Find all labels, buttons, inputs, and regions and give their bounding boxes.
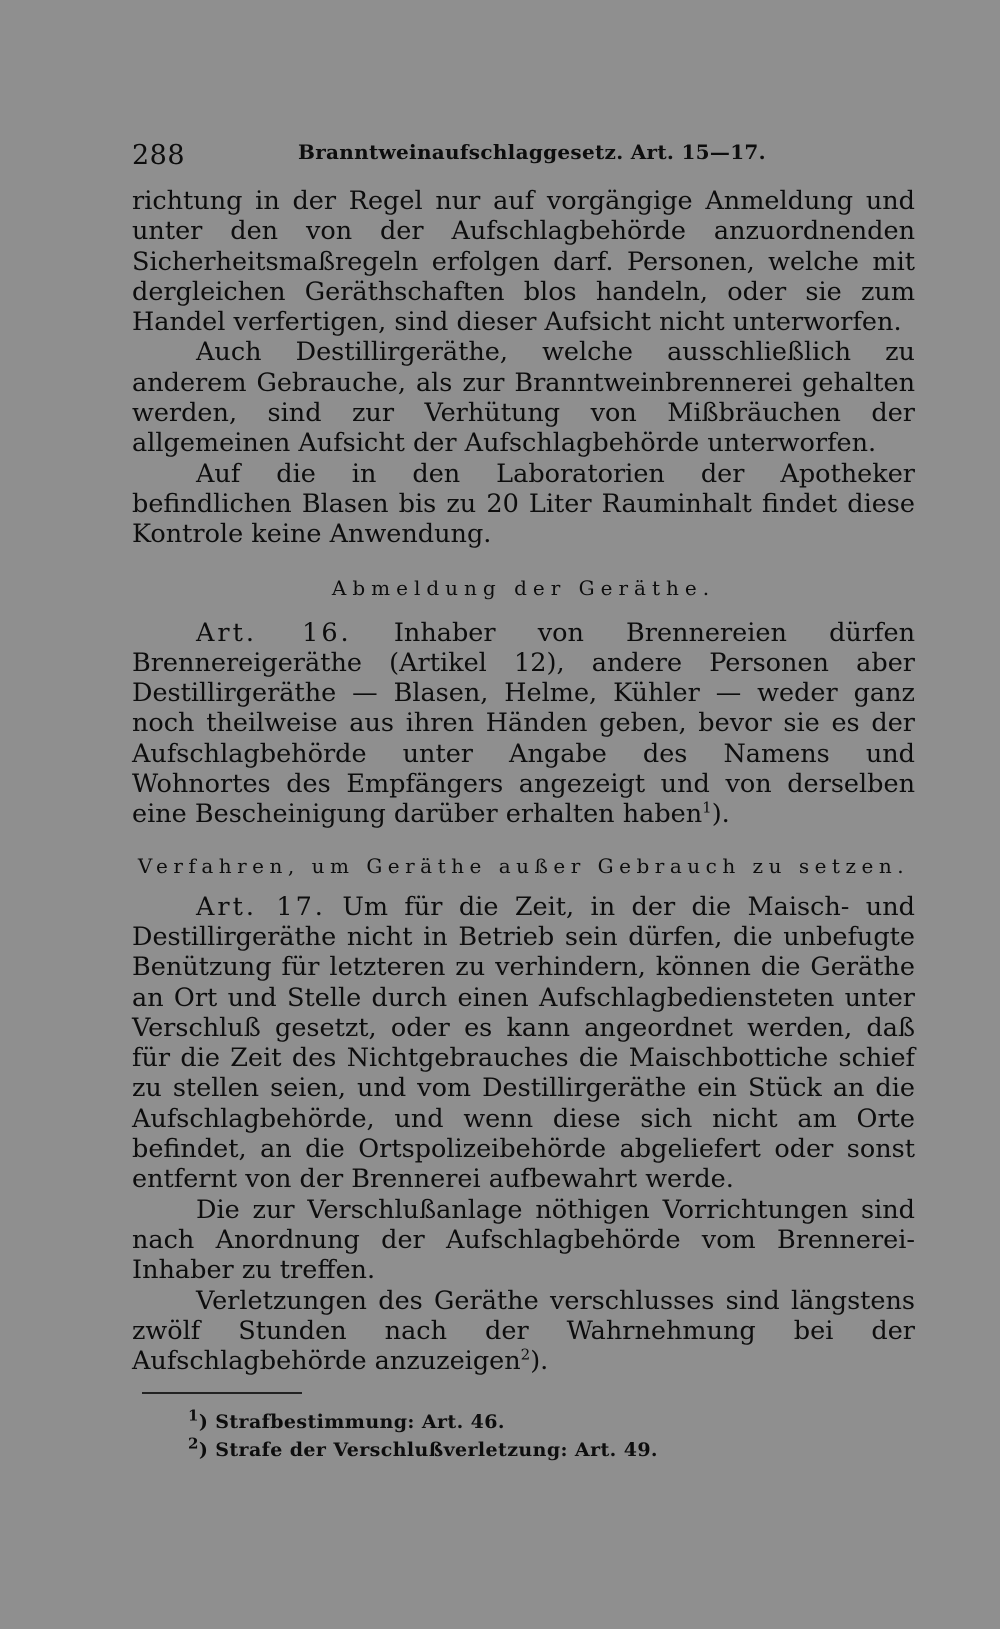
page-header [132, 132, 915, 172]
article-16-label: Art. 16. [196, 617, 352, 648]
article-16-text: Inhaber von Brennereien dürfen Brennereigeräthe (Artikel 12), andere Personen aber Destillirgeräthe — Blasen, Helme, Kühler — weder ganz noch theilweise aus ihren Händen geben, bevor sie es der Aufschlagbehörde unter Angabe des Namens und Wohnortes des Empfängers angezeigt und von derselben eine Bescheinigung darüber erhalten haben [132, 617, 915, 830]
section-heading-abmeldung: Abmeldung der Geräthe. [331, 575, 716, 600]
footnote-2-text: ) Strafe der Verschlußverletzung: Art. 49. [198, 1439, 658, 1462]
article-16-end: ). [711, 799, 730, 830]
paragraph-continuation: richtung in der Regel nur auf vorgängige Anmeldung und unter den von der Aufschlagbehörde anzuordnenden Sicherheitsmaßregeln erfolgen darf. Personen, welche mit dergleichen Geräthschaften blos handeln, oder sie zum Handel verfertigen, sind dieser Aufsicht nicht unterworfen. [132, 186, 915, 338]
body-text [132, 186, 915, 1376]
footnote-1-mark: 1 [188, 1407, 199, 1426]
footnote-divider [142, 1392, 302, 1394]
article-17 [132, 892, 915, 1195]
footnote-2-mark: 2 [188, 1435, 199, 1454]
page-number: 288 [132, 140, 186, 171]
paragraph-verletzungen-end: ). [530, 1346, 549, 1377]
paragraph-verschlussanlage: Die zur Verschlußanlage nöthigen Vorrichtungen sind nach Anordnung der Aufschlagbehörde vom Brennerei-Inhaber zu treffen. [132, 1194, 915, 1286]
footnote-1 [132, 1408, 915, 1436]
document-page [132, 132, 915, 1464]
paragraph-verletzungen-text: Verletzungen des Geräthe verschlusses sind längstens zwölf Stunden nach der Wahrnehmung bei der Aufschlagbehörde anzuzeigen [132, 1285, 915, 1377]
footnote-2 [132, 1436, 915, 1464]
paragraph-destillir: Auch Destillirgeräthe, welche ausschließlich zu anderem Gebrauche, als zur Branntweinbrennerei gehalten werden, sind zur Verhütung von Mißbräuchen der allgemeinen Aufsicht der Aufschlagbehörde unterworfen. [132, 337, 915, 459]
article-17-text: Um für die Zeit, in der die Maisch- und Destillirgeräthe nicht in Betrieb sein dürfen, die unbefugte Benützung für letzteren zu verhindern, können die Geräthe an Ort und Stelle durch einen Aufschlagbediensteten unter Verschluß gesetzt, oder es kann angeordnet werden, daß für die Zeit des Nichtgebrauches die Maischbottiche schief zu stellen seien, und vom Destillirgeräthe ein Stück an die Aufschlagbehörde, und wenn diese sich nicht am Orte befindet, an die Ortspolizeibehörde abgeliefert oder sonst entfernt von der Brennerei aufbewahrt werde. [132, 891, 915, 1195]
footnote-ref-1: 1 [702, 798, 712, 817]
running-head: Branntweinaufschlaggesetz. Art. 15—17. [298, 140, 766, 164]
paragraph-verletzungen [132, 1286, 915, 1377]
section-heading-verfahren: Verfahren, um Geräthe außer Gebrauch zu setzen. [137, 853, 910, 878]
article-17-label: Art. 17. [196, 891, 326, 922]
footnote-1-text: ) Strafbestimmung: Art. 46. [198, 1411, 505, 1434]
paragraph-laboratorien: Auf die in den Laboratorien der Apotheker befindlichen Blasen bis zu 20 Liter Rauminhalt findet diese Kontrole keine Anwendung. [132, 458, 915, 550]
article-16 [132, 618, 915, 830]
footnote-ref-2: 2 [520, 1345, 531, 1364]
